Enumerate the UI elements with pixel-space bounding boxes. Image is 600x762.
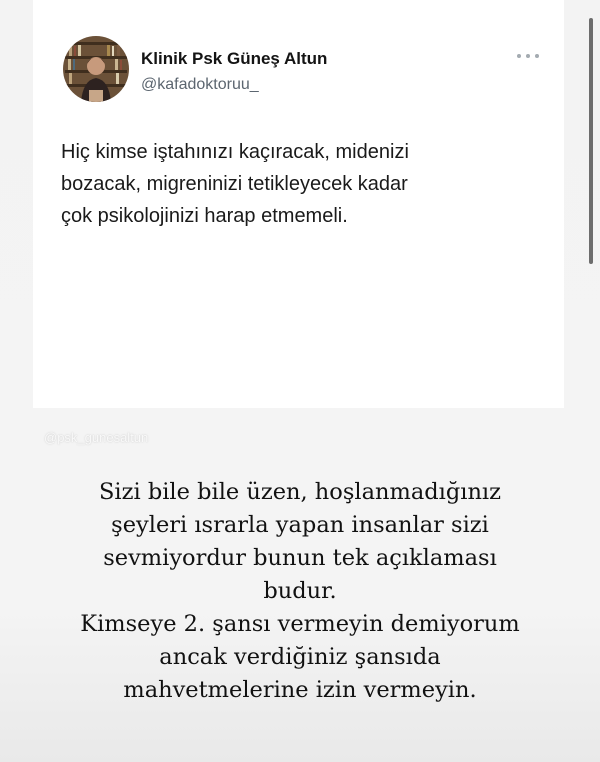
caption-text	[0, 476, 600, 707]
more-dots-icon[interactable]	[515, 48, 541, 58]
author-handle[interactable]: @kafadoktoruu_	[141, 76, 259, 93]
caption-line: sevmiyordur bunun tek açıklaması	[103, 545, 497, 571]
tweet-text	[61, 136, 541, 232]
caption-line: Kimseye 2. şansı vermeyin demiyorum	[80, 611, 520, 637]
tweet-text-line: Hiç kimse iştahınızı kaçıracak, midenizi	[61, 141, 409, 163]
caption-line: şeyleri ısrarla yapan insanlar sizi	[111, 512, 489, 538]
author-name[interactable]: Klinik Psk Güneş Altun	[141, 49, 328, 68]
tweet-card	[33, 0, 564, 408]
tweet-text-line: bozacak, migreninizi tetikleyecek kadar	[61, 173, 408, 195]
avatar[interactable]	[63, 36, 129, 102]
caption-line: budur.	[263, 578, 337, 604]
scrollbar[interactable]	[589, 18, 593, 264]
caption-line: mahvetmelerine izin vermeyin.	[123, 677, 477, 703]
caption-line: ancak verdiğiniz şansıda	[159, 644, 441, 670]
tweet-text-line: çok psikolojinizi harap etmemeli.	[61, 205, 348, 227]
watermark: @psk_gunesaltun	[44, 430, 149, 445]
caption-line: Sizi bile bile üzen, hoşlanmadığınız	[99, 479, 501, 505]
